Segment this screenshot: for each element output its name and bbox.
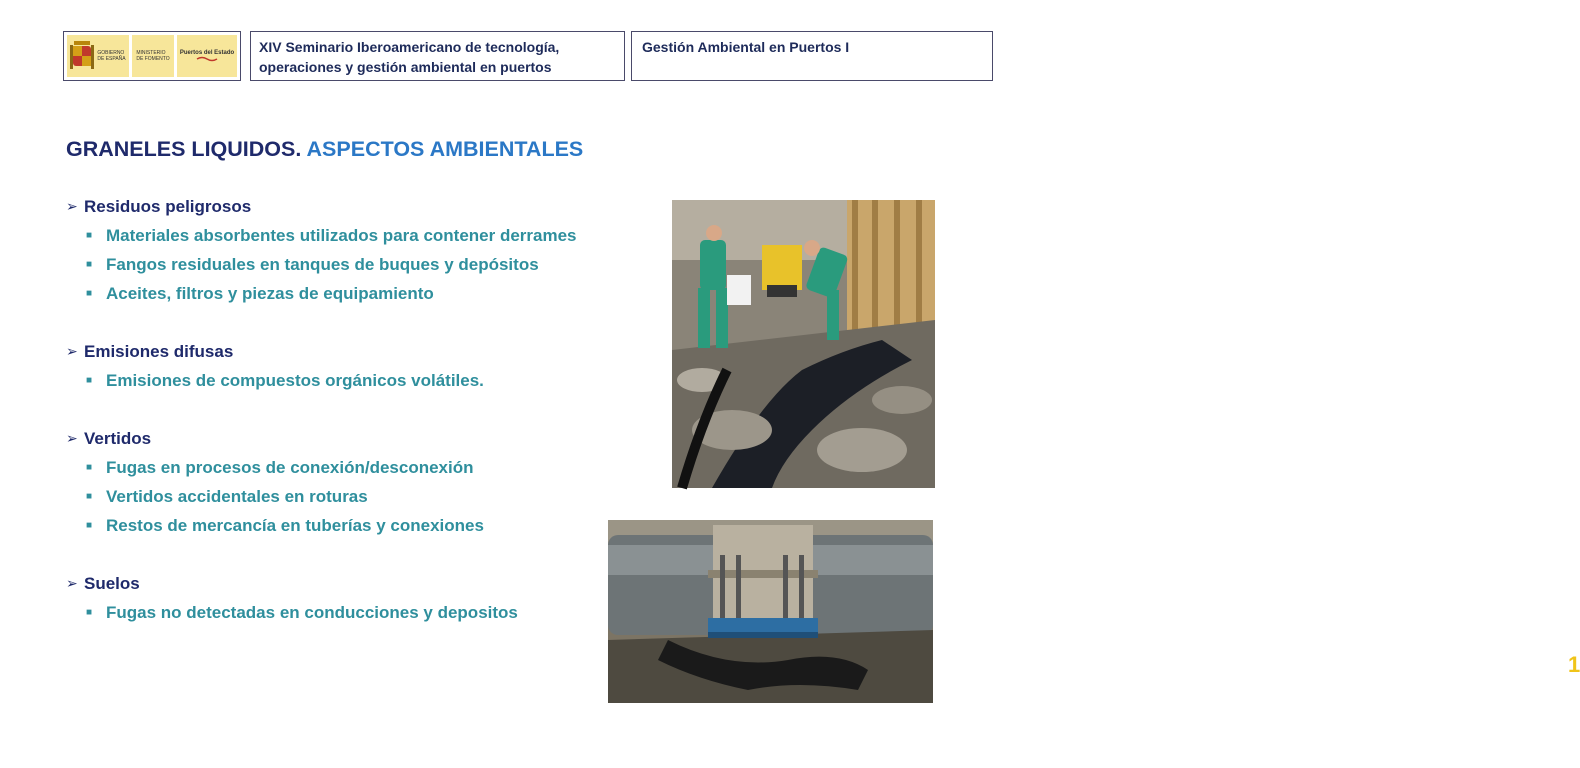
- seminar-title: XIV Seminario Iberoamericano de tecnología, operaciones y gestión ambiental en puertos: [259, 39, 560, 75]
- square-bullet-icon: ■: [86, 520, 93, 531]
- logo-gov-line2: DE ESPAÑA: [97, 56, 126, 62]
- wave-icon: [197, 56, 217, 62]
- logo-gov-line1: GOBIERNO: [97, 50, 125, 56]
- logo-ministry-line1: MINISTERIO: [136, 50, 166, 56]
- square-bullet-icon: ■: [86, 491, 93, 502]
- section-suelos: [66, 569, 626, 627]
- bullet-item: Emisiones de compuestos orgánicos volátiles.: [106, 370, 484, 390]
- arrow-bullet-icon: ➢: [66, 343, 78, 359]
- section-heading: Emisiones difusas: [84, 341, 234, 361]
- square-bullet-icon: ■: [86, 462, 93, 473]
- bullet-item: Materiales absorbentes utilizados para contener derrames: [106, 225, 577, 245]
- section-heading: Vertidos: [84, 428, 152, 448]
- photo-number-label: 1: [1568, 652, 1580, 677]
- bullet-item: Restos de mercancía en tuberías y conexiones: [106, 515, 484, 535]
- square-bullet-icon: ■: [86, 230, 93, 241]
- course-title: Gestión Ambiental en Puertos I: [642, 39, 850, 55]
- logo-brand: Puertos del Estado: [179, 50, 235, 56]
- logo-banner: [63, 31, 241, 81]
- bullet-item: Aceites, filtros y piezas de equipamiento: [106, 283, 434, 303]
- arrow-bullet-icon: ➢: [66, 198, 78, 214]
- puertos-logo: [177, 35, 237, 77]
- slide-title: [66, 137, 583, 162]
- coat-of-arms-logo: [67, 35, 129, 77]
- photo-pipe-clamp: [608, 520, 933, 703]
- section-residuos: [66, 192, 626, 308]
- bullet-item: Fangos residuales en tanques de buques y depósitos: [106, 254, 539, 274]
- ministry-label: [132, 35, 174, 77]
- section-vertidos: [66, 424, 626, 540]
- square-bullet-icon: ■: [86, 259, 93, 270]
- bullet-item: Fugas no detectadas en conducciones y depositos: [106, 602, 518, 622]
- arrow-bullet-icon: ➢: [66, 575, 78, 591]
- square-bullet-icon: ■: [86, 288, 93, 299]
- course-title-box: [631, 31, 993, 81]
- section-emisiones: [66, 337, 626, 395]
- photo-trench-workers: [672, 200, 1580, 677]
- seminar-title-box: [250, 31, 625, 81]
- square-bullet-icon: ■: [86, 375, 93, 386]
- square-bullet-icon: ■: [86, 607, 93, 618]
- logo-ministry-line2: DE FOMENTO: [136, 56, 170, 62]
- bullet-list: [66, 192, 626, 656]
- arrow-bullet-icon: ➢: [66, 430, 78, 446]
- bullet-item: Vertidos accidentales en roturas: [106, 486, 368, 506]
- section-heading: Suelos: [84, 573, 140, 593]
- section-heading: Residuos peligrosos: [84, 196, 252, 216]
- bullet-item: Fugas en procesos de conexión/desconexión: [106, 457, 474, 477]
- slide-title-part2: ASPECTOS AMBIENTALES: [306, 137, 584, 161]
- slide-title-part1: GRANELES LIQUIDOS.: [66, 137, 302, 161]
